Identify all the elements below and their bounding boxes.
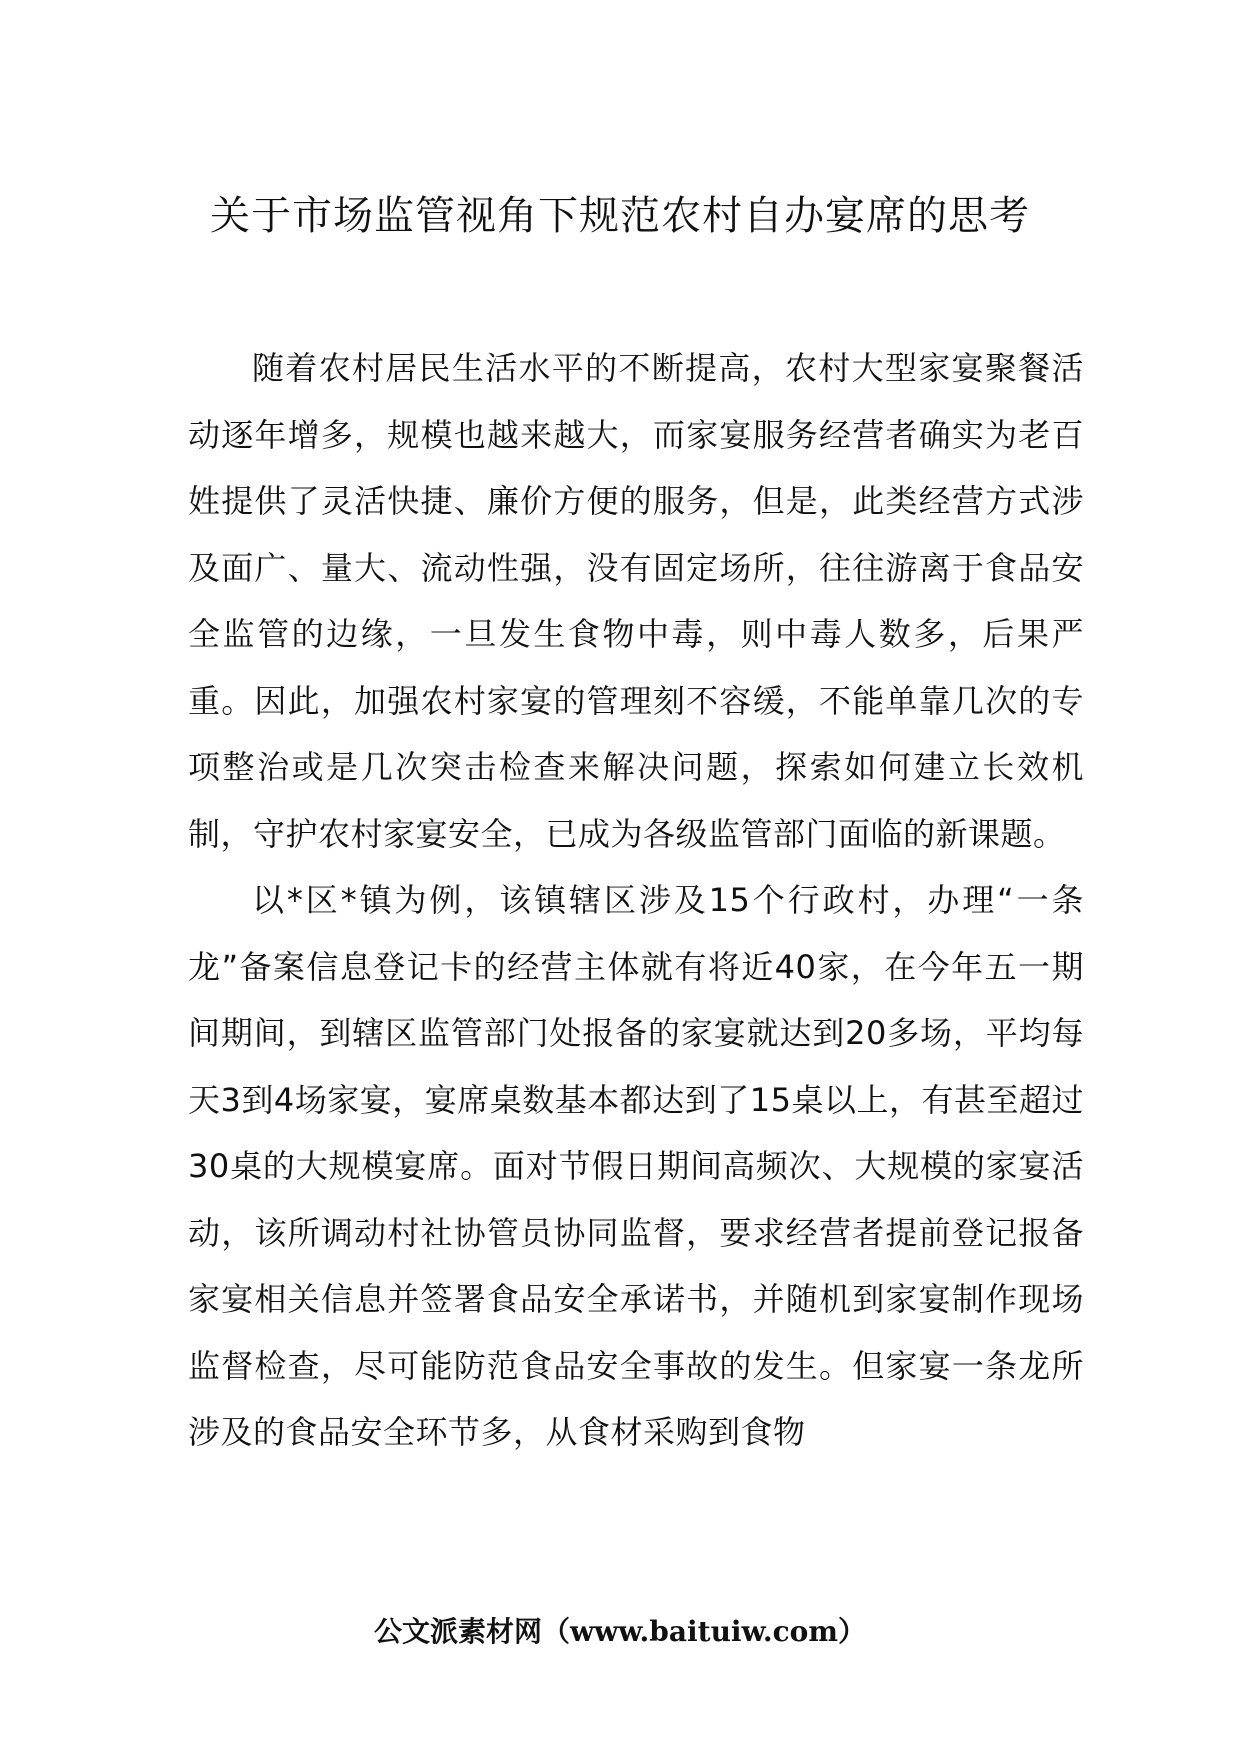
document-body xyxy=(188,335,1084,1466)
paragraph-2: 以*区*镇为例，该镇辖区涉及15个行政村，办理“一条龙”备案信息登记卡的经营主体就有将近40家，在今年五一期间期间，到辖区监管部门处报备的家宴就达到20多场，平均每天3到4场家宴，宴席桌数基本都达到了15桌以上，有甚至超过30桌的大规模宴席。面对节假日期间高频次、大规模的家宴活动，该所调动村社协管员协同监督，要求经营者提前登记报备家宴相关信息并签署食品安全承诺书，并随机到家宴制作现场监督检查，尽可能防范食品安全事故的发生。但家宴一条龙所涉及的食品安全环节多，从食材采购到食物 xyxy=(188,881,1084,1451)
footer-watermark: 公文派素材网（www.baituiw.com） xyxy=(374,1615,866,1648)
document-title: 关于市场监管视角下规范农村自办宴席的思考 xyxy=(210,193,1030,239)
paragraph-1: 随着农村居民生活水平的不断提高，农村大型家宴聚餐活动逐年增多，规模也越来越大，而家宴服务经营者确实为老百姓提供了灵活快捷、廉价方便的服务，但是，此类经营方式涉及面广、量大、流动性强，没有固定场所，往往游离于食品安全监管的边缘，一旦发生食物中毒，则中毒人数多，后果严重。因此，加强农村家宴的管理刻不容缓，不能单靠几次的专项整治或是几次突击检查来解决问题，探索如何建立长效机制，守护农村家宴安全，已成为各级监管部门面临的新课题。 xyxy=(188,349,1084,853)
